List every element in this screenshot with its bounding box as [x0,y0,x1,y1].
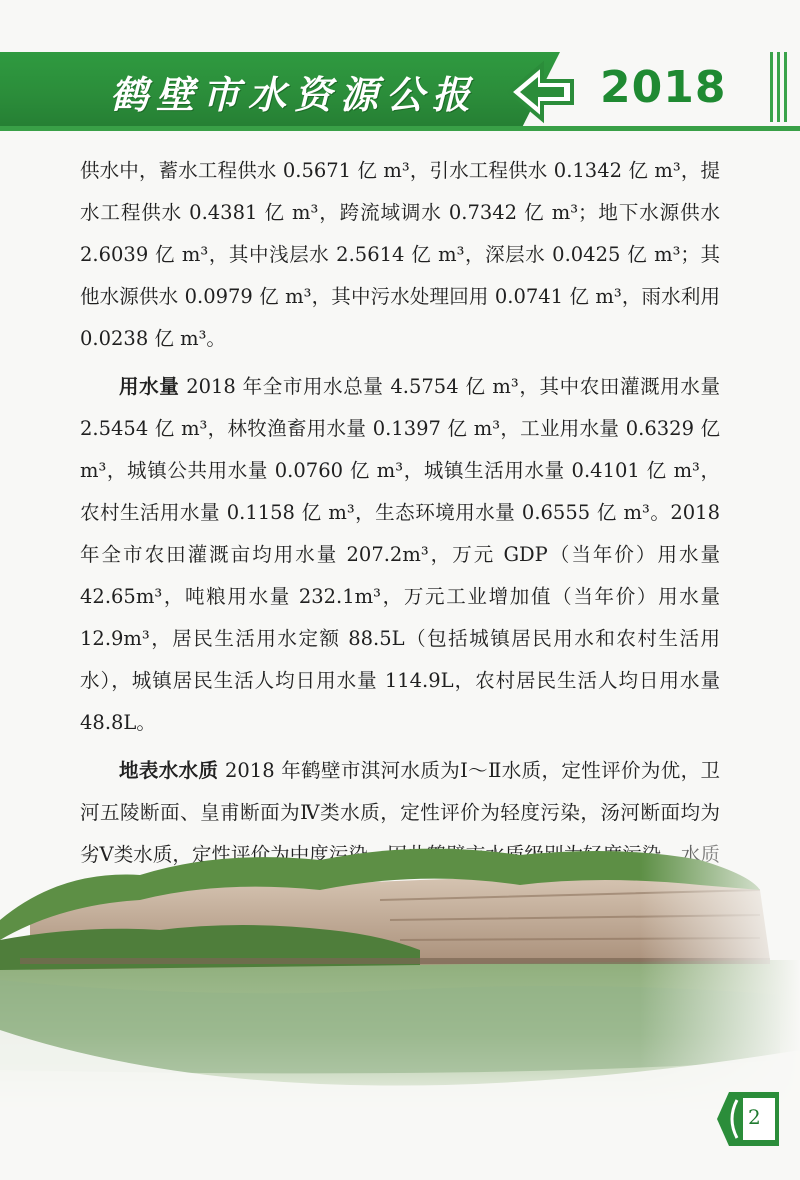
page-header [0,52,800,130]
report-year: 2018 [600,62,727,113]
paragraph-supply: 供水中，蓄水工程供水 0.5671 亿 m³，引水工程供水 0.1342 亿 m³，提水工程供水 0.4381 亿 m³，跨流域调水 0.7342 亿 m³；地下水源供水 2.6039 亿 m³，其中浅层水 2.5614 亿 m³，深层水 0.0425 亿 m³；其他水源供水 0.0979 亿 m³，其中污水处理回用 0.0741 亿 m³，雨水利用 0.0238 亿 m³。 [80,159,720,350]
left-arrow-icon [500,57,580,127]
body-text [80,150,720,924]
header-stripe [0,126,800,131]
section-heading-water-use: 用水量 [119,375,180,398]
water-quality-text: 2018 年鹤壁市淇河水质为Ⅰ～Ⅱ水质，定性评价为优，卫河五陵断面、皇甫断面为Ⅳ类水质，定性评价为轻度污染，汤河断面均为 [80,759,720,824]
report-title: 鹤壁市水资源公报 [110,73,479,117]
section-heading-water-quality: 地表水水质 [119,759,219,782]
page-number: 2 [748,1105,761,1129]
water-use-text: 2018 年全市用水总量 4.5754 亿 m³，其中农田灌溉用水量 2.5454 亿 m³，林牧渔畜用水量 0.1397 亿 m³，工业用水量 0.6329 亿 m³，城镇公共用水量 0.0760 亿 m³，城镇生活用水量 0.4101 亿 m³，农村生活用水量 0.1158 亿 m³，生态环境用水量 0.6555 亿 m³。2018 年全市农田灌溉亩均用水量 207.2m³，万元 GDP（当年价）用水量 42.65m³，吨粮用水量 232.1m³，万元工业增加值（当年价）用水量 12.9m³，居民生活用水定额 88.5L（包括城镇居民用水和农村生活用水），城镇居民生活人均日用水量 114.9L，农村居民生活人均日用水量 48.8L。 [80,375,720,734]
decorative-bars [770,52,794,122]
paragraph-water-use [80,366,720,744]
river-cliff-photo [0,830,800,1110]
